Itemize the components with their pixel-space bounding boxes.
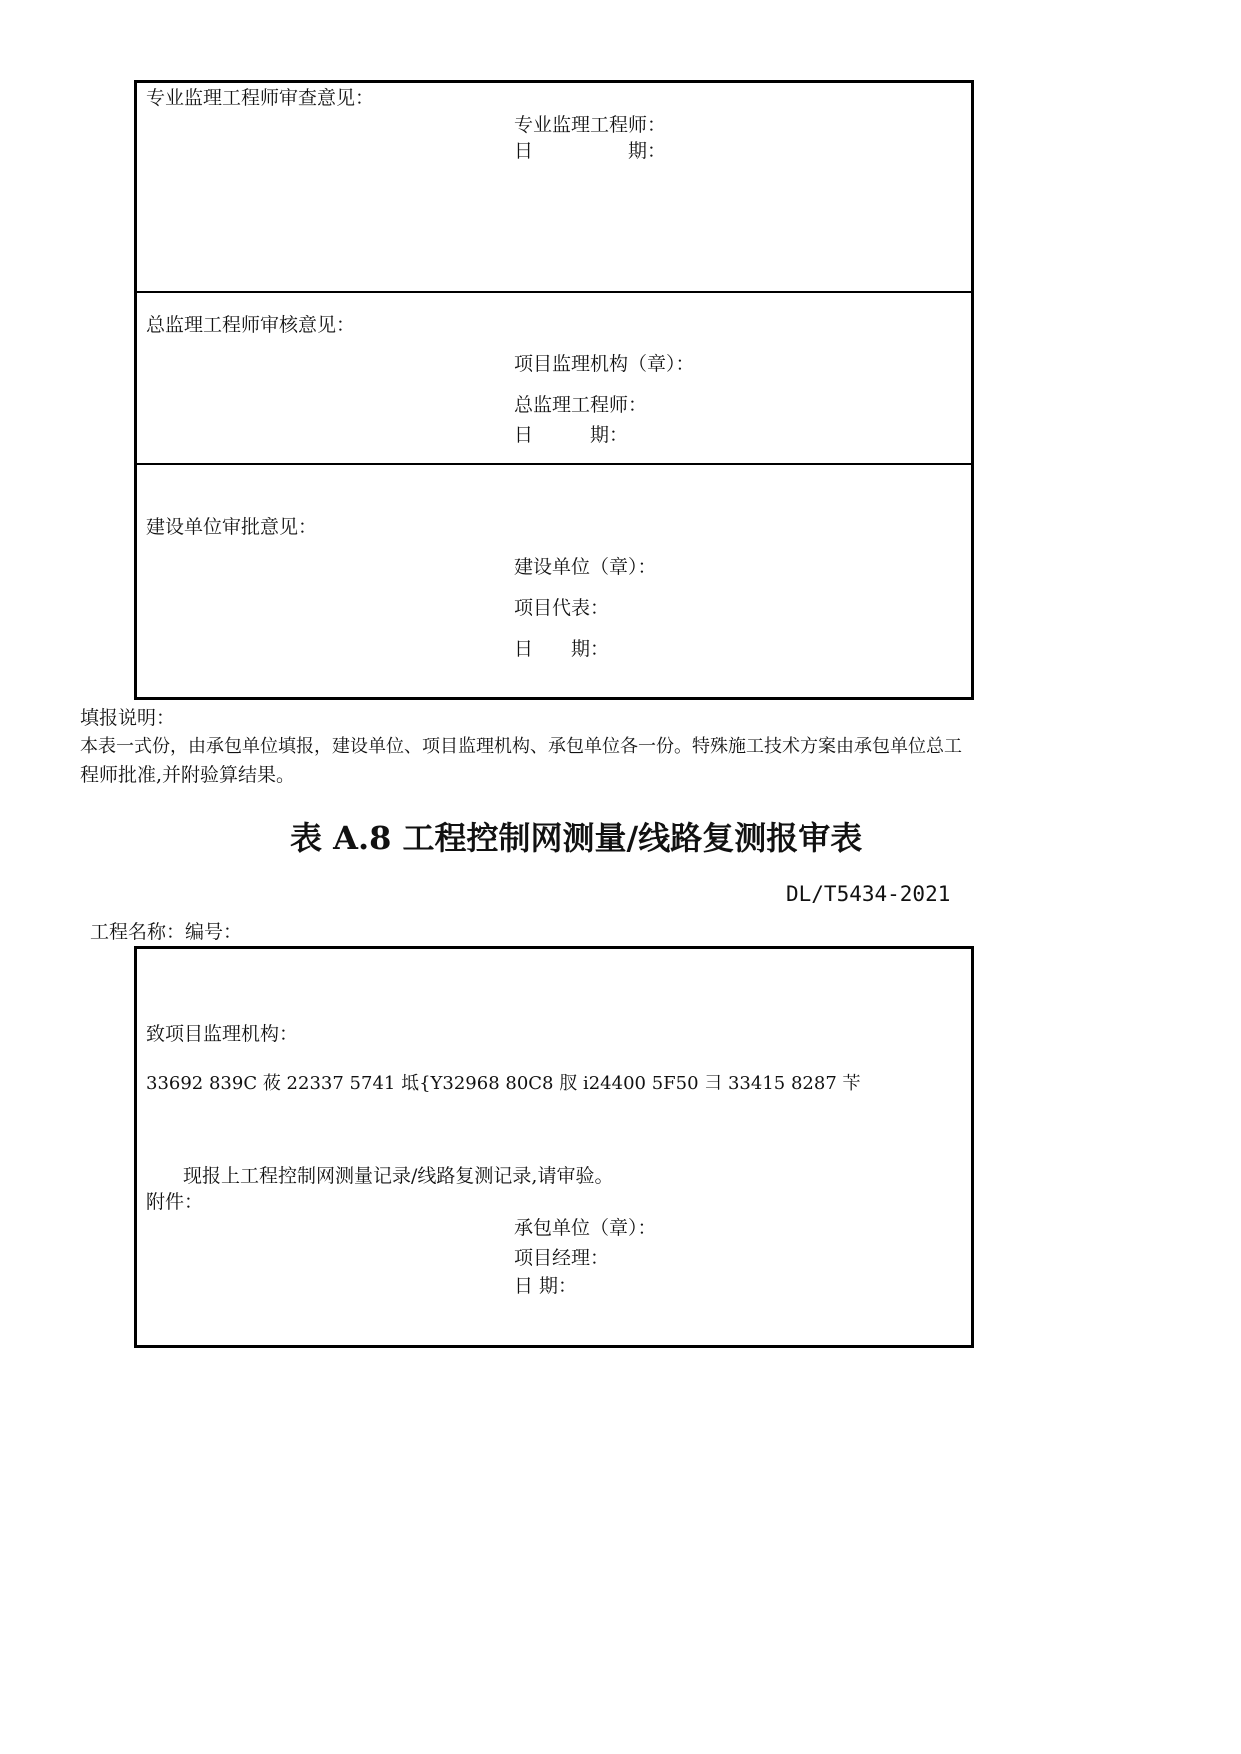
statement-line: 现报上工程控制网测量记录/线路复测记录,请审验。 xyxy=(183,1165,614,1187)
supervisor-review-heading: 专业监理工程师审查意见： xyxy=(146,87,375,109)
attachments-label: 附件： xyxy=(146,1191,204,1213)
owner-seal-label: 建设单位（章）： xyxy=(514,556,657,578)
section-divider-1 xyxy=(134,291,974,293)
project-name-number-line: 工程名称：编号： xyxy=(90,921,243,943)
supervision-org-seal-label: 项目监理机构（章）： xyxy=(514,353,695,375)
garbled-text-line: 33692 839C 莜 22337 5741 坻{Y32968 80C8 肞 i24400 5F50 彐 33415 8287 苄 xyxy=(146,1073,861,1094)
report-date-label: 日 期： xyxy=(514,1275,578,1297)
addressee-line: 致项目监理机构： xyxy=(146,1023,299,1045)
notes-line-2: 程师批准,并附验算结果。 xyxy=(80,764,296,786)
supervisor-signer-label: 专业监理工程师： xyxy=(514,114,667,136)
owner-approval-heading: 建设单位审批意见： xyxy=(146,516,318,538)
supervisor-date-label: 日 期： xyxy=(514,140,667,162)
project-manager-label: 项目经理： xyxy=(514,1247,610,1269)
chief-signer-label: 总监理工程师： xyxy=(514,394,648,416)
table-title: 表 A.8 工程控制网测量/线路复测报审表 xyxy=(290,819,863,857)
owner-date-label: 日 期： xyxy=(514,638,610,660)
section-divider-2 xyxy=(134,463,974,465)
standard-code: DL/T5434-2021 xyxy=(786,882,951,906)
project-rep-label: 项目代表： xyxy=(514,597,610,619)
notes-heading: 填报说明： xyxy=(80,707,176,729)
contractor-seal-label: 承包单位（章）： xyxy=(514,1217,657,1239)
chief-date-label: 日 期： xyxy=(514,424,629,446)
chief-review-heading: 总监理工程师审核意见： xyxy=(146,314,356,336)
notes-line-1: 本表一式份，由承包单位填报，建设单位、项目监理机构、承包单位各一份。特殊施工技术方案由承包单位总工 xyxy=(80,736,962,757)
